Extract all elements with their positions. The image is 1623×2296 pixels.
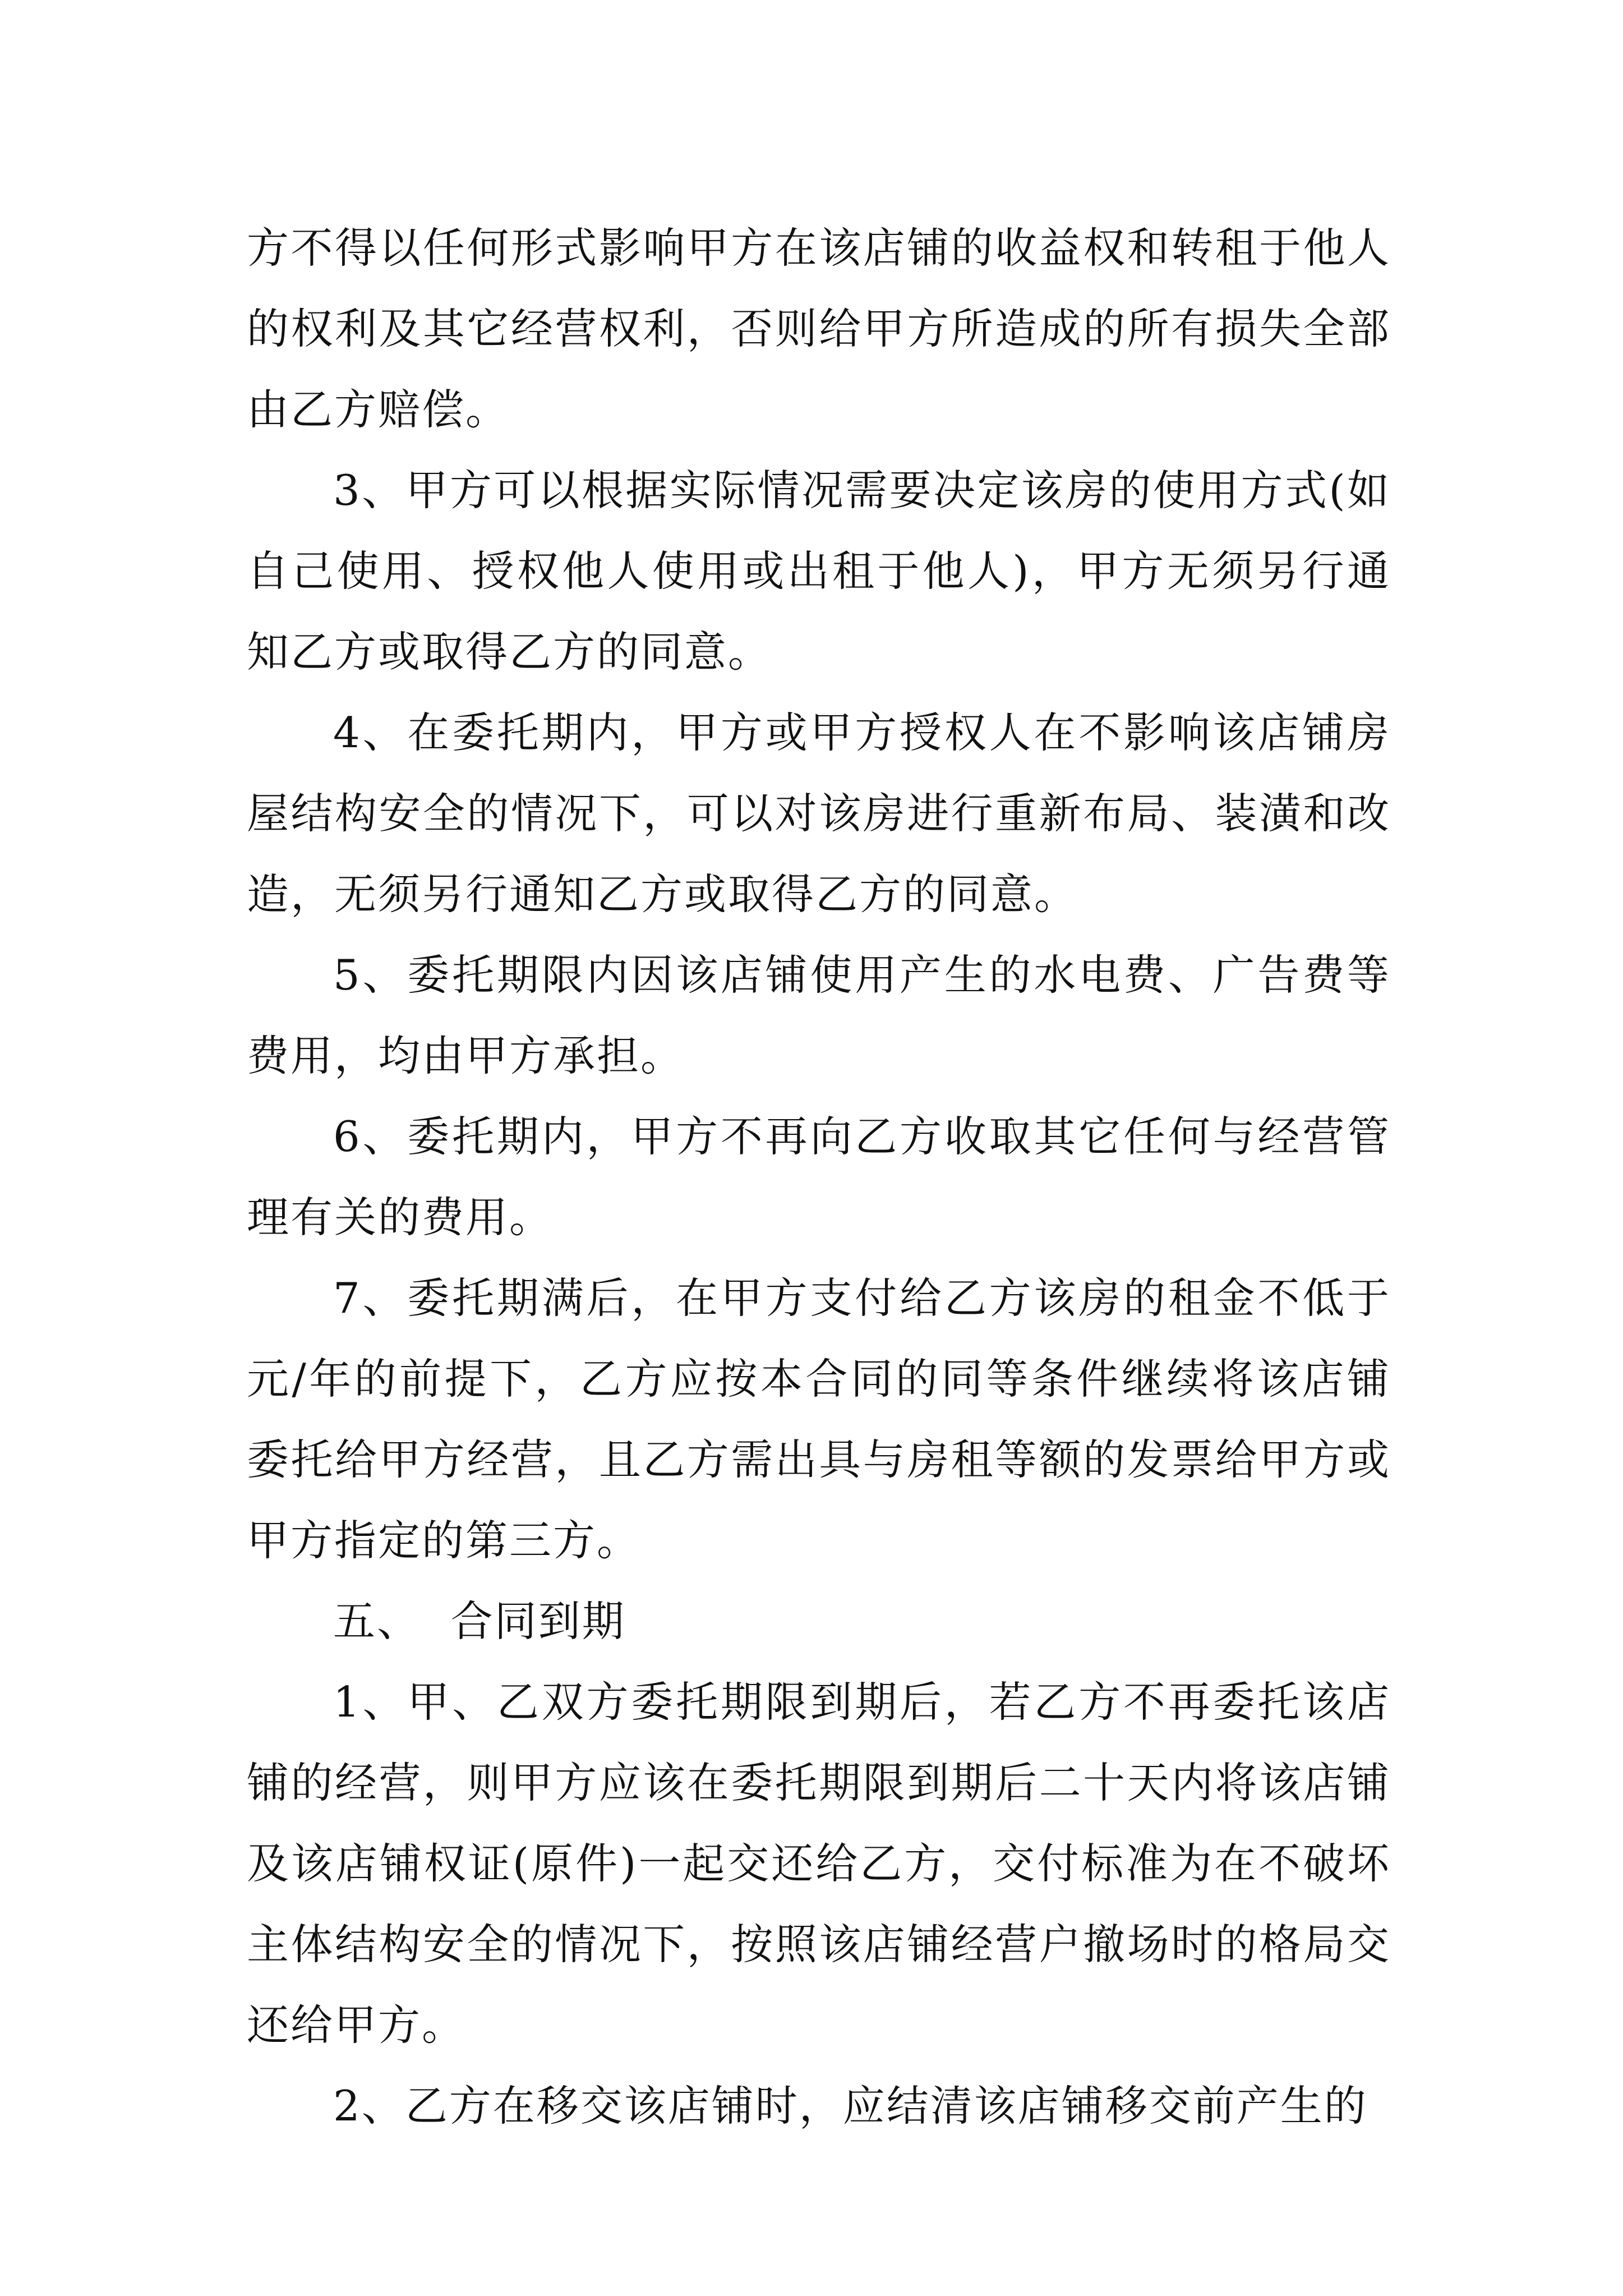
clause-5: 5、委托期限内因该店铺使用产生的水电费、广告费等费用，均由甲方承担。 (247, 950, 1391, 1080)
clause-7: 7、委托期满后，在甲方支付给乙方该房的租金不低于元/年的前提下，乙方应按本合同的同等条件继续将该店铺委托给甲方经营，且乙方需出具与房租等额的发票给甲方或甲方指定的第三方。 (247, 1273, 1391, 1565)
expiry-clause-2: 2、乙方在移交该店铺时，应结清该店铺移交前产生的 (333, 2081, 1368, 2131)
clause-3: 3、甲方可以根据实际情况需要决定该房的使用方式(如自己使用、授权他人使用或出租于他人)，甲方无须另行通知乙方或取得乙方的同意。 (247, 466, 1391, 677)
section-heading-contract-expiry: 五、 合同到期 (333, 1596, 626, 1646)
expiry-clause-1: 1、甲、乙双方委托期限到期后，若乙方不再委托该店铺的经营，则甲方应该在委托期限到期后二十天内将该店铺及该店铺权证(原件)一起交还给乙方，交付标准为在不破坏主体结构安全的情况下，按照该店铺经营户撤场时的格局交还给甲方。 (247, 1677, 1391, 2050)
document-body (247, 208, 1391, 2146)
clause-6: 6、委托期内，甲方不再向乙方收取其它任何与经营管理有关的费用。 (247, 1112, 1391, 1242)
clause-4: 4、在委托期内，甲方或甲方授权人在不影响该店铺房屋结构安全的情况下，可以对该房进行重新布局、装潢和改造，无须另行通知乙方或取得乙方的同意。 (247, 708, 1391, 919)
paragraph-continuation: 方不得以任何形式影响甲方在该店铺的收益权和转租于他人的权利及其它经营权利，否则给甲方所造成的所有损失全部由乙方赔偿。 (247, 223, 1391, 434)
